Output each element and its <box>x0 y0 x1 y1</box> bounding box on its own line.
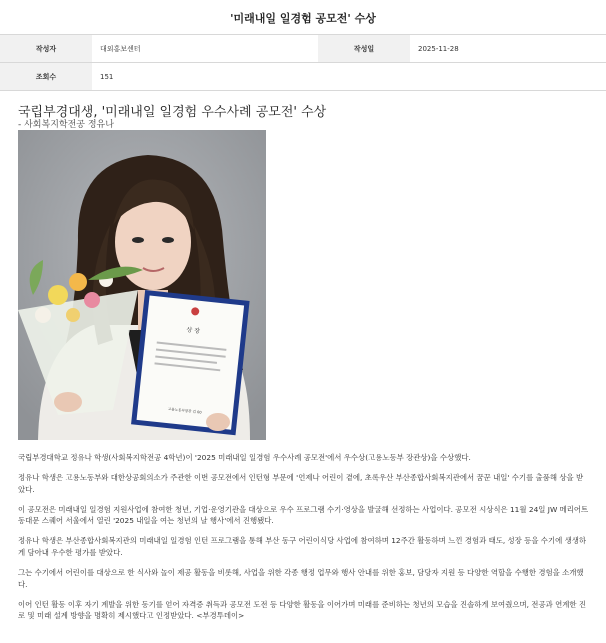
author-label: 작성자 <box>0 35 92 63</box>
body-paragraph: 이어 인턴 활동 이후 자기 계발을 위한 동기를 얻어 자격증 취득과 공모전 도전 등 다양한 활동을 이어가며 미래를 준비하는 청년의 모습을 진솔하게 보여줬으며, 전공과 연계한 진로 및 미래 설계 방향을 명확히 제시했다고 인정받았다. <부경투데이> <box>18 599 586 621</box>
body-paragraph: 그는 수기에서 어린이를 대상으로 한 식사와 놀이 제공 활동을 비롯해, 사업을 위한 각종 행정 업무와 행사 안내를 위한 홍보, 담당자 지원 등 다양한 역할을 수행한 경험을 소개했다. <box>18 568 584 589</box>
author-value: 대외홍보센터 <box>92 35 318 63</box>
article-title: '미래내일 일경험 공모전' 수상 <box>230 12 376 25</box>
date-value: 2025-11-28 <box>410 35 606 63</box>
article-byline: - 사회복지학전공 정유나 <box>18 120 114 130</box>
body-paragraph: 국립부경대학교 정유나 학생(사회복지학전공 4학년)이 '2025 미래내일 일경험 우수사례 공모전'에서 우수상(고용노동부 장관상)을 수상했다. <box>18 453 471 462</box>
meta-row <box>0 35 606 63</box>
award-photo <box>18 130 266 440</box>
body-paragraph: 이 공모전은 미래내일 일경험 지원사업에 참여한 청년, 기업·운영기관을 대상으로 우수 프로그램 수기·영상을 발굴해 선정하는 사업이다. 공모전 시상식은 11월 24일 JW 메리어트 동대문 스퀘어 서울에서 열린 '2025 내일을 여는 청년의 날 행사'에서 진행됐다. <box>18 504 589 526</box>
article-body <box>18 452 590 631</box>
certificate-issuer: 고용노동부장관 김 00 <box>167 407 202 415</box>
views-value: 151 <box>92 63 318 91</box>
article-meta-table <box>0 34 606 91</box>
views-label: 조회수 <box>0 63 92 91</box>
certificate-title: 상 장 <box>186 326 201 335</box>
body-paragraph: 정유나 학생은 부산종합사회복지관의 미래내일 일경험 인턴 프로그램을 통해 부산 동구 어린이식당 사업에 참여하며 12주간 활동하며 느낀 경험과 태도, 성장 등을 수기에 생생하게 담아내 우수한 평가를 받았다. <box>18 536 586 558</box>
body-paragraph: 정유나 학생은 고용노동부와 대한상공회의소가 주관한 이번 공모전에서 인턴형 부문에 '언제나 어린이 곁에, 초록우산 부산종합사회복지관에서 꿈꾼 내일' 수기를 출품해 상을 받았다. <box>18 473 584 494</box>
date-label: 작성일 <box>318 35 410 63</box>
article-headline: 국립부경대생, '미래내일 일경험 우수사례 공모전' 수상 <box>18 105 327 120</box>
meta-row <box>0 63 606 91</box>
